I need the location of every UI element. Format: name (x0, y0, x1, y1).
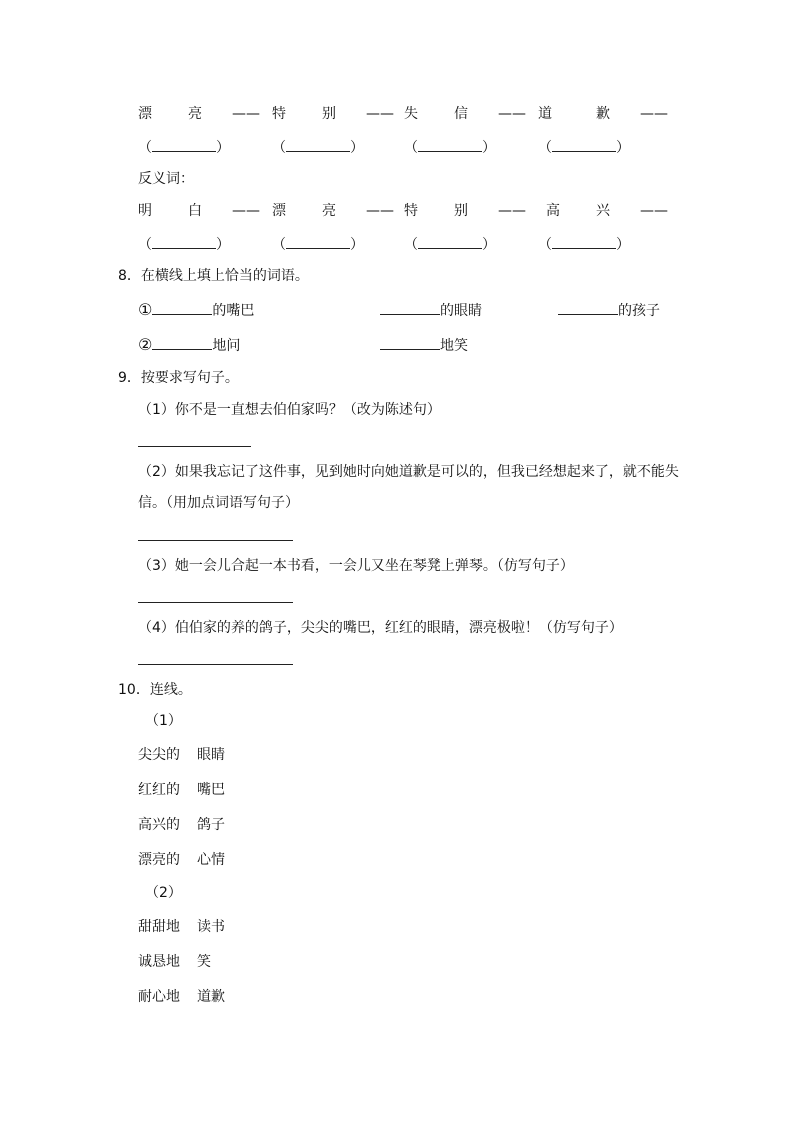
answer-line[interactable] (138, 540, 293, 541)
antonym-label: 反义词： (138, 171, 194, 187)
match-left-item[interactable]: 高兴的 (138, 817, 180, 833)
word-pair: 特 别 —— (404, 203, 526, 219)
answer-paren[interactable]: （ ） (404, 137, 496, 157)
match-right-item[interactable]: 读书 (197, 919, 225, 935)
match-right-item[interactable]: 眼睛 (197, 747, 225, 763)
answer-paren[interactable]: （ ） (138, 234, 230, 254)
match-right-item[interactable]: 道歉 (197, 989, 225, 1005)
answer-line[interactable] (138, 446, 251, 447)
word-pair: 特 别 —— (272, 106, 394, 122)
match-right-item[interactable]: 嘴巴 (197, 782, 225, 798)
fill-item: 的眼睛 (380, 300, 482, 320)
question-9-title: 9．按要求写句子。 (118, 370, 239, 386)
match-left-item[interactable]: 甜甜地 (138, 919, 180, 935)
match-left-item[interactable]: 红红的 (138, 782, 180, 798)
fill-blank[interactable] (152, 300, 212, 315)
answer-line[interactable] (138, 602, 293, 603)
word-pair: 漂 亮 —— (138, 106, 260, 122)
word-pair: 漂 亮 —— (272, 203, 394, 219)
word-pair: 明 白 —— (138, 203, 260, 219)
part-label: （1） (145, 713, 182, 729)
match-left-item[interactable]: 诚恳地 (138, 954, 180, 970)
answer-paren[interactable]: （ ） (538, 234, 630, 254)
sentence-prompt-1: （1）你不是一直想去伯伯家吗？（改为陈述句） (138, 402, 441, 418)
fill-item: ① 的嘴巴 (138, 300, 255, 319)
match-left-item[interactable]: 漂亮的 (138, 852, 180, 868)
fill-item: 地笑 (380, 335, 468, 355)
fill-blank[interactable] (152, 335, 212, 350)
question-10-title: 10．连线。 (118, 682, 192, 698)
answer-paren[interactable]: （ ） (538, 137, 630, 157)
word-pair: 道 歉 —— (538, 106, 668, 122)
answer-line[interactable] (138, 664, 293, 665)
sentence-prompt-2a: （2）如果我忘记了这件事，见到她时向她道歉是可以的，但我已经想起来了，就不能失 (138, 464, 679, 480)
sentence-prompt-4: （4）伯伯家的养的鸽子，尖尖的嘴巴，红红的眼睛，漂亮极啦！（仿写句子） (138, 620, 623, 636)
answer-paren[interactable]: （ ） (272, 234, 364, 254)
fill-blank[interactable] (380, 335, 440, 350)
match-left-item[interactable]: 尖尖的 (138, 747, 180, 763)
sentence-prompt-3: （3）她一会儿合起一本书看，一会儿又坐在琴凳上弹琴。（仿写句子） (138, 558, 574, 574)
match-right-item[interactable]: 鸽子 (197, 817, 225, 833)
match-left-item[interactable]: 耐心地 (138, 989, 180, 1005)
question-8-title: 8．在横线上填上恰当的词语。 (118, 268, 309, 284)
answer-paren[interactable]: （ ） (272, 137, 364, 157)
sentence-prompt-2b: 信。（用加点词语写句子） (138, 495, 299, 511)
fill-item: 的孩子 (558, 300, 660, 320)
word-pair: 失 信 —— (404, 106, 526, 122)
fill-blank[interactable] (380, 300, 440, 315)
answer-paren[interactable]: （ ） (404, 234, 496, 254)
part-label: （2） (145, 885, 182, 901)
circled-number: ② (138, 335, 153, 354)
word-pair: 高 兴 —— (546, 203, 668, 219)
match-right-item[interactable]: 心情 (197, 852, 225, 868)
answer-paren[interactable]: （ ） (138, 137, 230, 157)
fill-blank[interactable] (558, 300, 618, 315)
match-right-item[interactable]: 笑 (197, 954, 211, 970)
fill-item: ② 地问 (138, 335, 241, 354)
circled-number: ① (138, 300, 153, 319)
